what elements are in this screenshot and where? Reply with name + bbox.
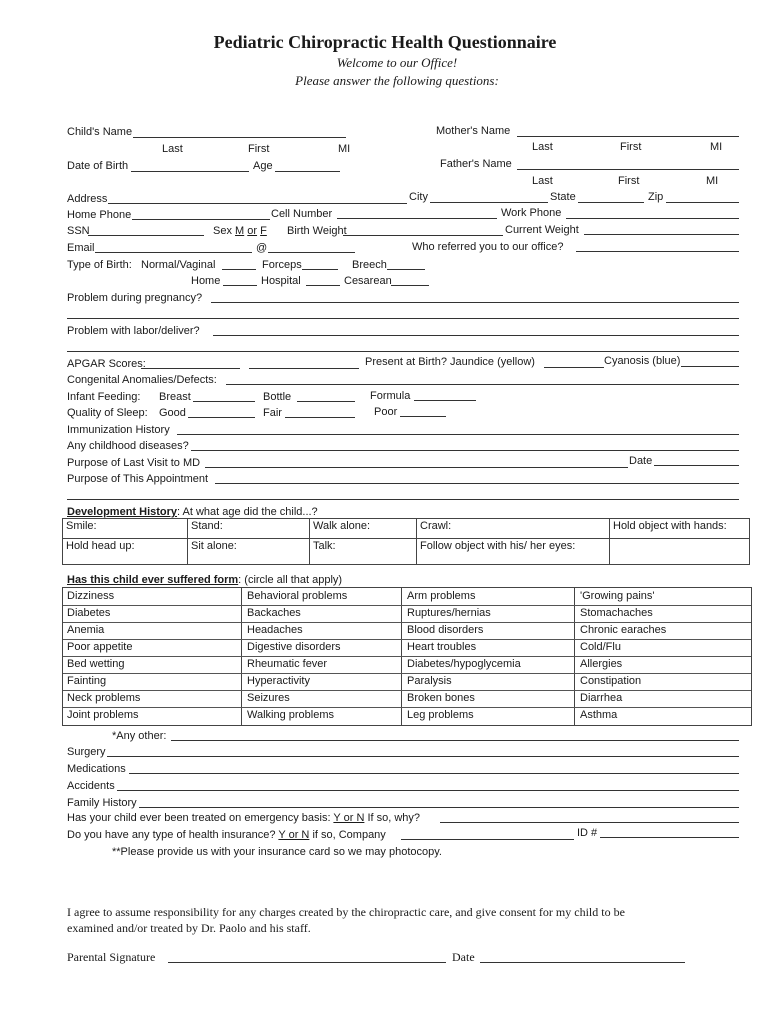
crawl-cell[interactable]: Crawl: <box>417 519 610 539</box>
parental-signature-label: Parental Signature <box>67 950 156 964</box>
fathers-last-caption: Last <box>532 175 553 187</box>
this-appointment-label: Purpose of This Appointment <box>67 473 209 485</box>
condition-item[interactable]: Walking problems <box>247 709 335 721</box>
signature-date-field[interactable] <box>480 962 685 963</box>
welcome-text: Welcome to our Office! <box>336 55 458 70</box>
breech-field[interactable] <box>387 269 425 270</box>
cell-number-label: Cell Number <box>271 208 333 220</box>
condition-item[interactable]: Asthma <box>580 709 618 721</box>
condition-item[interactable]: Dizziness <box>67 590 115 602</box>
photocopy-note: **Please provide us with your insurance card so we may photocopy. <box>112 846 442 858</box>
medications-label: Medications <box>67 763 126 775</box>
stand-cell[interactable]: Stand: <box>188 519 310 539</box>
talk-cell[interactable]: Talk: <box>310 539 417 565</box>
type-of-birth-label: Type of Birth: <box>67 259 132 271</box>
hold-head-cell[interactable]: Hold head up: <box>63 539 188 565</box>
condition-item[interactable]: Heart troubles <box>407 641 477 653</box>
conditions-row-divider <box>63 656 751 657</box>
development-row-1 <box>63 519 750 539</box>
fathers-name-field[interactable] <box>517 169 739 170</box>
condition-item[interactable]: Anemia <box>67 624 105 636</box>
conditions-heading: Has this child ever suffered form: (circle all that apply) <box>67 574 343 586</box>
sleep-fair-label: Fair <box>263 407 282 419</box>
referred-field[interactable] <box>576 251 739 252</box>
signature-date-label: Date <box>452 950 475 964</box>
accidents-label: Accidents <box>67 780 115 792</box>
normal-vaginal-field[interactable] <box>222 269 256 270</box>
mothers-last-caption: Last <box>532 141 553 153</box>
formula-label: Formula <box>370 390 411 402</box>
emergency-question: Has your child ever been treated on emergency basis: Y or N If so, why? <box>67 812 421 824</box>
condition-item[interactable]: Broken bones <box>407 692 475 704</box>
emergency-y-or-n[interactable]: Y or N <box>333 812 365 824</box>
referred-label: Who referred you to our office? <box>412 241 564 253</box>
development-row-2 <box>63 539 750 565</box>
city-field[interactable] <box>430 202 548 203</box>
condition-item[interactable]: 'Growing pains' <box>580 590 655 602</box>
address-label: Address <box>67 193 108 205</box>
condition-item[interactable]: Poor appetite <box>67 641 133 653</box>
accidents-field[interactable] <box>117 790 739 791</box>
email-domain-field[interactable] <box>268 252 355 253</box>
condition-item[interactable]: Allergies <box>580 658 623 670</box>
pregnancy-problem-field[interactable] <box>211 302 739 303</box>
forceps-label: Forceps <box>262 259 302 271</box>
current-weight-label: Current Weight <box>505 224 579 236</box>
agreement-line-2: examined and/or treated by Dr. Paolo and his staff. <box>67 921 311 935</box>
jaundice-field[interactable] <box>544 367 604 368</box>
ssn-field[interactable] <box>88 235 204 236</box>
hold-object-cell[interactable]: Hold object with hands: <box>610 519 750 539</box>
childs-last-caption: Last <box>162 143 183 155</box>
condition-item[interactable]: Fainting <box>67 675 107 687</box>
last-visit-field[interactable] <box>205 467 628 468</box>
forceps-field[interactable] <box>302 269 338 270</box>
formula-field[interactable] <box>414 400 476 401</box>
home-phone-label: Home Phone <box>67 209 132 221</box>
childs-first-caption: First <box>248 143 270 155</box>
congenital-label: Congenital Anomalies/Defects: <box>67 374 217 386</box>
medications-field[interactable] <box>129 773 739 774</box>
this-appointment-field[interactable] <box>215 483 739 484</box>
email-label: Email <box>67 242 95 254</box>
work-phone-label: Work Phone <box>501 207 562 219</box>
conditions-row-divider <box>63 622 751 623</box>
home-birth-field[interactable] <box>223 285 257 286</box>
condition-item[interactable]: Rheumatic fever <box>247 658 328 670</box>
labor-problem-field-2[interactable] <box>67 351 739 352</box>
pregnancy-problem-label: Problem during pregnancy? <box>67 292 203 304</box>
condition-item[interactable]: Joint problems <box>67 709 139 721</box>
breast-label: Breast <box>159 391 191 403</box>
sleep-good-field[interactable] <box>188 417 255 418</box>
conditions-row-divider <box>63 639 751 640</box>
sleep-good-label: Good <box>159 407 186 419</box>
cesarean-field[interactable] <box>391 285 429 286</box>
fathers-name-label: Father's Name <box>440 158 512 170</box>
conditions-row-divider <box>63 605 751 606</box>
any-other-field[interactable] <box>171 740 739 741</box>
breast-field[interactable] <box>193 401 255 402</box>
development-heading: Development History: At what age did the child...? <box>67 506 318 518</box>
any-other-label: *Any other: <box>112 730 167 742</box>
ssn-label: SSN <box>67 225 90 237</box>
condition-item[interactable]: Backaches <box>247 607 301 619</box>
breech-label: Breech <box>352 259 387 271</box>
mothers-mi-caption: MI <box>710 141 723 153</box>
age-label: Age <box>253 160 273 172</box>
email-field[interactable] <box>95 252 252 253</box>
id-field[interactable] <box>600 837 739 838</box>
emergency-why-field[interactable] <box>440 822 739 823</box>
family-history-label: Family History <box>67 797 137 809</box>
condition-item[interactable]: Chronic earaches <box>580 624 667 636</box>
cyanosis-field[interactable] <box>681 366 739 367</box>
condition-item[interactable]: Leg problems <box>407 709 474 721</box>
conditions-row-divider <box>63 673 751 674</box>
home-phone-field[interactable] <box>132 219 270 220</box>
condition-item[interactable]: Diabetes <box>67 607 111 619</box>
normal-vaginal-label: Normal/Vaginal <box>141 259 216 271</box>
last-visit-date-label: Date <box>629 455 653 467</box>
condition-item[interactable]: Bed wetting <box>67 658 125 670</box>
childs-mi-caption: MI <box>338 143 351 155</box>
congenital-field[interactable] <box>226 384 739 385</box>
condition-item[interactable]: Paralysis <box>407 675 452 687</box>
smile-cell[interactable]: Smile: <box>63 519 188 539</box>
instructions-text: Please answer the following questions: <box>295 73 499 88</box>
cell-number-field[interactable] <box>337 218 497 219</box>
condition-item[interactable]: Diarrhea <box>580 692 623 704</box>
sit-alone-cell[interactable]: Sit alone: <box>188 539 310 565</box>
mothers-first-caption: First <box>620 141 642 153</box>
home-birth-label: Home <box>191 275 221 287</box>
empty-cell <box>610 539 750 565</box>
childhood-diseases-field[interactable] <box>191 450 739 451</box>
condition-item[interactable]: Behavioral problems <box>247 590 348 602</box>
sleep-poor-field[interactable] <box>400 416 446 417</box>
labor-problem-label: Problem with labor/deliver? <box>67 325 200 337</box>
surgery-label: Surgery <box>67 746 106 758</box>
parental-signature-field[interactable] <box>168 962 446 963</box>
conditions-row-divider <box>63 707 751 708</box>
condition-item[interactable]: Neck problems <box>67 692 141 704</box>
childhood-diseases-label: Any childhood diseases? <box>67 440 189 452</box>
insurance-y-or-n[interactable]: Y or N <box>278 829 310 841</box>
childs-name-label: Child's Name <box>67 126 133 138</box>
childs-name-field[interactable] <box>133 137 346 138</box>
bottle-field[interactable] <box>297 401 355 402</box>
dob-label: Date of Birth <box>67 160 129 172</box>
mothers-name-label: Mother's Name <box>436 125 511 137</box>
apgar-label: APGAR Scores: <box>67 358 146 370</box>
hospital-label: Hospital <box>261 275 301 287</box>
last-visit-label: Purpose of Last Visit to MD <box>67 457 201 469</box>
apgar-field-1[interactable] <box>141 368 240 369</box>
family-history-field[interactable] <box>139 807 739 808</box>
sex-label: Sex M or F <box>213 225 267 237</box>
state-label: State <box>550 191 576 203</box>
apgar-field-2[interactable] <box>249 368 359 369</box>
condition-item[interactable]: Headaches <box>247 624 303 636</box>
insurance-company-field[interactable] <box>401 839 574 840</box>
condition-item[interactable]: Cold/Flu <box>580 641 621 653</box>
dob-field[interactable] <box>131 171 249 172</box>
zip-field[interactable] <box>666 202 739 203</box>
insurance-question: Do you have any type of health insurance? Y or N if so, Company <box>67 829 386 841</box>
condition-item[interactable]: Hyperactivity <box>247 675 310 687</box>
state-field[interactable] <box>578 202 644 203</box>
pregnancy-problem-field-2[interactable] <box>67 318 739 319</box>
sex-f-option[interactable]: F <box>260 225 267 237</box>
city-label: City <box>409 191 428 203</box>
condition-item[interactable]: Blood disorders <box>407 624 484 636</box>
sleep-fair-field[interactable] <box>285 417 355 418</box>
mothers-name-field[interactable] <box>517 136 739 137</box>
work-phone-field[interactable] <box>566 218 739 219</box>
infant-feeding-label: Infant Feeding: <box>67 391 141 403</box>
agreement-line-1: I agree to assume responsibility for any charges created by the chiropractic care, and give consent for my child to be <box>67 905 625 919</box>
present-at-birth-label: Present at Birth? Jaundice (yellow) <box>365 356 535 368</box>
this-appointment-field-2[interactable] <box>67 499 739 500</box>
form-title: Pediatric Chiropractic Health Questionnaire <box>213 32 557 52</box>
birth-weight-field[interactable] <box>343 235 503 236</box>
last-visit-date-field[interactable] <box>654 465 739 466</box>
conditions-table <box>62 587 752 726</box>
condition-item[interactable]: Digestive disorders <box>247 641 341 653</box>
immunization-field[interactable] <box>177 434 739 435</box>
immunization-label: Immunization History <box>67 424 170 436</box>
labor-problem-field[interactable] <box>213 335 739 336</box>
id-label: ID # <box>577 827 598 839</box>
condition-item[interactable]: Stomachaches <box>580 607 653 619</box>
cyanosis-label: Cyanosis (blue) <box>604 355 681 367</box>
bottle-label: Bottle <box>263 391 292 403</box>
surgery-field[interactable] <box>107 756 739 757</box>
fathers-mi-caption: MI <box>706 175 719 187</box>
follow-object-cell[interactable]: Follow object with his/ her eyes: <box>417 539 610 565</box>
walk-alone-cell[interactable]: Walk alone: <box>310 519 417 539</box>
email-at-sign: @ <box>256 242 268 254</box>
address-field[interactable] <box>108 203 407 204</box>
hospital-field[interactable] <box>306 285 340 286</box>
age-field[interactable] <box>275 171 340 172</box>
current-weight-field[interactable] <box>584 234 739 235</box>
conditions-row-divider <box>63 690 751 691</box>
condition-item[interactable]: Arm problems <box>407 590 476 602</box>
development-table <box>62 518 750 565</box>
sleep-poor-label: Poor <box>374 406 398 418</box>
sex-m-option[interactable]: M <box>235 225 245 237</box>
condition-item[interactable]: Seizures <box>247 692 290 704</box>
sleep-quality-label: Quality of Sleep: <box>67 407 148 419</box>
condition-item[interactable]: Constipation <box>580 675 642 687</box>
condition-item[interactable]: Diabetes/hypoglycemia <box>407 658 521 670</box>
cesarean-label: Cesarean <box>344 275 392 287</box>
condition-item[interactable]: Ruptures/hernias <box>407 607 491 619</box>
birth-weight-label: Birth Weight <box>287 225 347 237</box>
fathers-first-caption: First <box>618 175 640 187</box>
zip-label: Zip <box>648 191 664 203</box>
